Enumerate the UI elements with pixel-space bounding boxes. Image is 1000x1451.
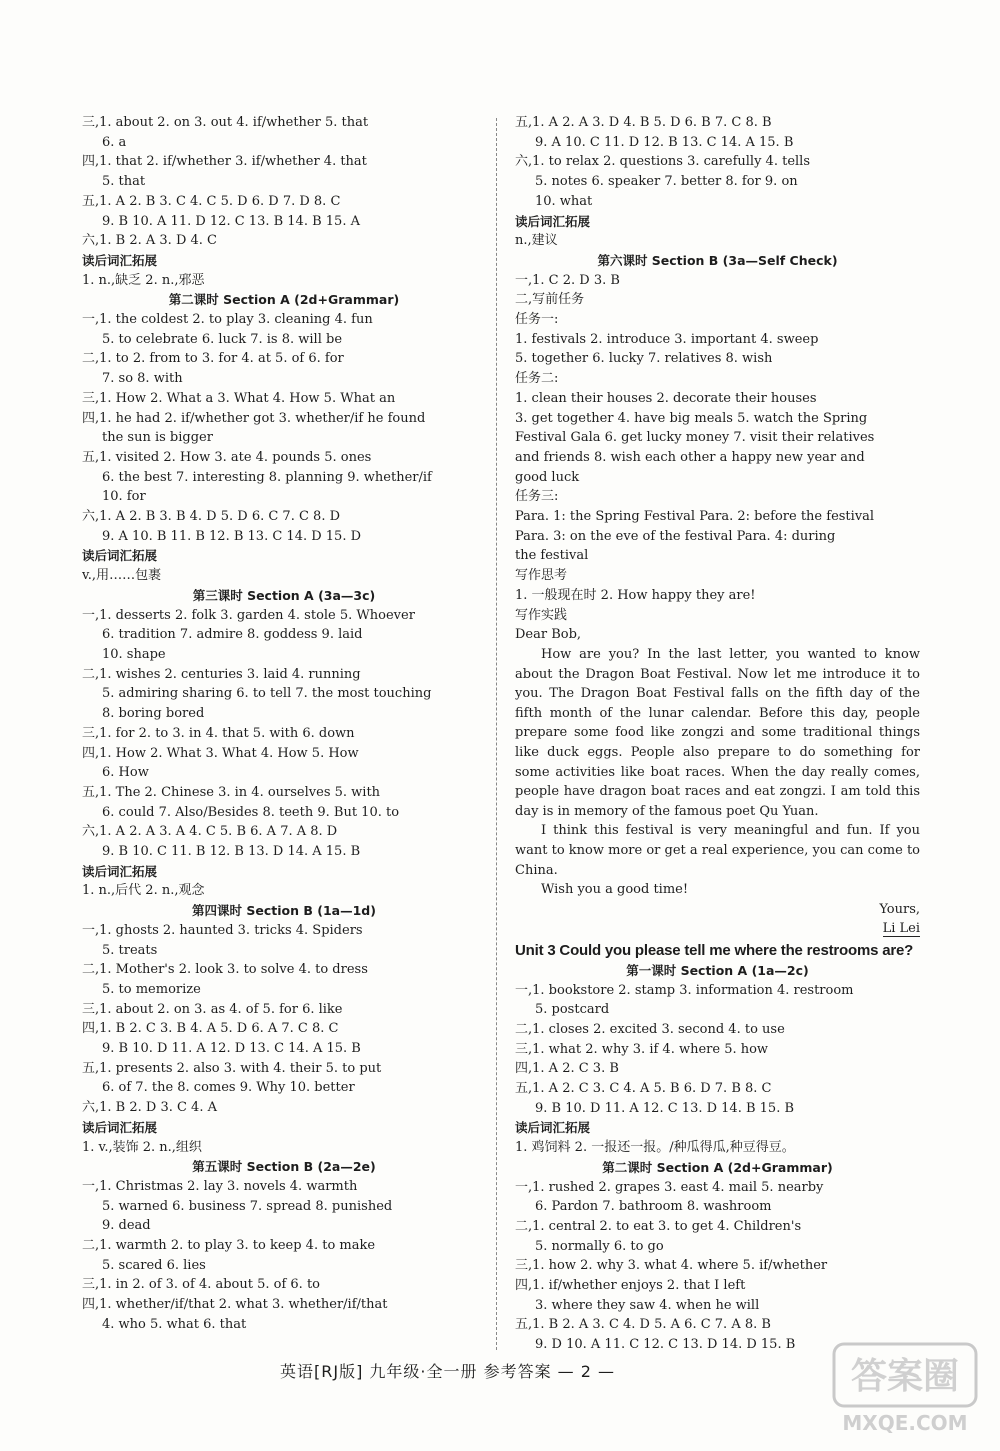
answer-line: 6. How [102, 765, 149, 781]
answer-line: good luck [515, 469, 580, 485]
answer-line: 9. D 10. A 11. C 12. C 13. D 14. D 15. B [535, 1337, 796, 1353]
answer-line: 9. A 10. C 11. D 12. B 13. C 14. A 15. B [535, 134, 794, 150]
answer-line: Para. 3: on the eve of the festival Para. 4: during [515, 528, 836, 544]
answer-line: 6. Pardon 7. bathroom 8. washroom [535, 1199, 772, 1215]
right-column [515, 113, 920, 1355]
answer-line: 二,1. closes 2. excited 3. second 4. to use [515, 1021, 785, 1037]
answer-line: 六,1. A 2. A 3. A 4. C 5. B 6. A 7. A 8. D [82, 824, 338, 840]
answer-line: 6. tradition 7. admire 8. goddess 9. laid [102, 627, 363, 643]
answer-line: 10. what [535, 193, 593, 209]
answer-line: 四,1. he had 2. if/whether got 3. whether/if he found [82, 410, 426, 426]
answer-line: 6. could 7. Also/Besides 8. teeth 9. But 10. to [102, 804, 400, 820]
answer-line: 二,1. wishes 2. centuries 3. laid 4. running [82, 666, 361, 682]
answer-line: 1. v.,装饰 2. n.,组织 [82, 1139, 202, 1155]
answer-line: 一,1. Christmas 2. lay 3. novels 4. warmth [82, 1178, 358, 1194]
answer-line: 五,1. visited 2. How 3. ate 4. pounds 5. ones [82, 449, 372, 465]
answer-line: 10. shape [102, 646, 166, 662]
answer-line: 四,1. B 2. C 3. B 4. A 5. D 6. A 7. C 8. C [82, 1021, 339, 1037]
page-footer: 英语[RJ版] 九年级·全一册 参考答案 — 2 — [280, 1362, 616, 1381]
answer-line: the sun is bigger [102, 430, 213, 446]
letter-greeting: Dear Bob, [515, 627, 582, 643]
answer-line: 一,1. C 2. D 3. B [515, 272, 620, 288]
answer-line: 三,1. about 2. on 3. out 4. if/whether 5. that [82, 115, 369, 130]
answer-line: 5. that [102, 174, 146, 190]
answer-line: 一,1. the coldest 2. to play 3. cleaning 4. fun [82, 312, 373, 328]
watermark-logo-text: 答案圈 [850, 1356, 960, 1397]
answer-line: 1. 鸡饲料 2. 一报还一报。/种瓜得瓜,种豆得豆。 [515, 1140, 795, 1156]
answer-line: 五,1. B 2. A 3. C 4. D 5. A 6. C 7. A 8. B [515, 1317, 771, 1333]
answer-line: 五,1. A 2. B 3. C 4. C 5. D 6. D 7. D 8. C [82, 193, 341, 209]
answer-line: 5. postcard [535, 1002, 610, 1018]
answer-line: Festival Gala 6. get lucky money 7. visit their relatives [515, 430, 875, 446]
answer-line: 四,1. A 2. C 3. B [515, 1061, 619, 1077]
answer-line: 六,1. A 2. B 3. B 4. D 5. D 6. C 7. C 8. D [82, 509, 341, 525]
essay-paragraph: Wish you a good time! [541, 882, 689, 898]
answer-line: 9. B 10. A 11. D 12. C 13. B 14. B 15. A [102, 213, 360, 229]
section-heading: 读后词汇拓展 [82, 252, 158, 268]
lesson-title: 第四课时 Section B (1a—1d) [192, 903, 376, 919]
section-heading: 读后词汇拓展 [515, 1120, 591, 1136]
letter-signature [515, 919, 920, 939]
answer-line: 3. get together 4. have big meals 5. watch the Spring [515, 410, 868, 426]
answer-line: 8. boring bored [102, 706, 205, 722]
answer-line: 6. a [102, 134, 127, 150]
answer-line: 二,1. Mother's 2. look 3. to solve 4. to dress [82, 962, 368, 978]
watermark-url: MXQE.COM [842, 1411, 968, 1435]
answer-line: 三,1. what 2. why 3. if 4. where 5. how [515, 1041, 769, 1057]
answer-line: v.,用……包裹 [82, 568, 162, 584]
answer-line: 四,1. if/whether enjoys 2. that I left [515, 1278, 746, 1294]
answer-line: 3. where they saw 4. when he will [535, 1297, 760, 1313]
answer-line: 四,1. that 2. if/whether 3. if/whether 4. that [82, 154, 367, 170]
answer-line: 9. dead [102, 1218, 151, 1234]
answer-line: 7. so 8. with [102, 371, 183, 387]
lesson-title: 第二课时 Section A (2d+Grammar) [168, 292, 400, 308]
answer-line: the festival [515, 548, 589, 564]
answer-line: 5. notes 6. speaker 7. better 8. for 9. on [535, 174, 798, 190]
answer-line: 9. B 10. D 11. A 12. C 13. D 14. B 15. B [535, 1100, 795, 1116]
answer-line: 1. 一般现在时 2. How happy they are! [515, 587, 756, 603]
column-divider [496, 118, 497, 1350]
answer-line: 三,1. in 2. of 3. of 4. about 5. of 6. to [82, 1277, 320, 1293]
lesson-title: 第三课时 Section A (3a—3c) [192, 587, 376, 603]
section-heading: 读后词汇拓展 [82, 548, 158, 564]
answer-line: 三,1. about 2. on 3. as 4. of 5. for 6. like [82, 1001, 343, 1017]
answer-line: 1. festivals 2. introduce 3. important 4. sweep [515, 331, 819, 347]
answer-line: 二,写前任务 [515, 292, 585, 308]
left-column [82, 113, 486, 1335]
answer-line: 任务一: [515, 312, 559, 328]
section-heading: 读后词汇拓展 [82, 1119, 158, 1135]
answer-line: 五,1. A 2. C 3. C 4. A 5. B 6. D 7. B 8. C [515, 1081, 772, 1097]
answer-line: 六,1. to relax 2. questions 3. carefully 4. tells [515, 154, 811, 170]
answer-line: 5. warned 6. business 7. spread 8. punished [102, 1198, 393, 1214]
answer-line: 二,1. to 2. from to 3. for 4. at 5. of 6. for [82, 351, 344, 367]
answer-line: 三,1. how 2. why 3. what 4. where 5. if/whether [515, 1258, 828, 1274]
answer-line: 5. to celebrate 6. luck 7. is 8. will be [102, 331, 343, 347]
section-heading: 读后词汇拓展 [82, 863, 158, 879]
answer-line: 六,1. B 2. D 3. C 4. A [82, 1100, 217, 1116]
answer-line: 5. scared 6. lies [102, 1257, 206, 1273]
answer-line: 10. for [102, 489, 146, 505]
answer-line: 9. A 10. B 11. B 12. B 13. C 14. D 15. D [102, 528, 362, 544]
answer-line: 5. admiring sharing 6. to tell 7. the most touching [102, 686, 432, 702]
answer-line: 四,1. How 2. What 3. What 4. How 5. How [82, 745, 359, 761]
answer-line: 5. treats [102, 942, 158, 958]
answer-line: 六,1. B 2. A 3. D 4. C [82, 233, 217, 249]
essay-paragraph: How are you? In the last letter, you wanted to know about the Dragon Boat Festival. Now let me introduce it to you. The Dragon Boat Festival falls on the fifth day of the fifth month of the lunar calendar. Before this day, people prepare some food like zongzi and some traditional things like duck eggs. People also prepare to do something for some activities like boat races. When the day really comes, people have dragon boat races and eat zongzi. I am told this day is in memory of the famous poet Qu Yuan. [515, 646, 920, 819]
answer-line: 一,1. rushed 2. grapes 3. east 4. mail 5. nearby [515, 1179, 824, 1195]
answer-line: 二,1. warmth 2. to play 3. to keep 4. to make [82, 1238, 376, 1254]
answer-line: 三,1. for 2. to 3. in 4. that 5. with 6. down [82, 725, 355, 741]
section-heading: 读后词汇拓展 [515, 213, 591, 229]
answer-line: 6. the best 7. interesting 8. planning 9. whether/if [102, 469, 432, 485]
lesson-title: 第五课时 Section B (2a—2e) [192, 1159, 376, 1175]
answer-line: 4. who 5. what 6. that [102, 1316, 247, 1332]
answer-line: 5. normally 6. to go [535, 1238, 664, 1254]
answer-line: 二,1. central 2. to eat 3. to get 4. Children's [515, 1218, 802, 1234]
answer-line: 一,1. desserts 2. folk 3. garden 4. stole 5. Whoever [82, 607, 415, 623]
answer-line: 写作实践 [515, 607, 568, 623]
answer-line: 1. n.,后代 2. n.,观念 [82, 883, 205, 899]
answer-line: 任务二: [515, 371, 559, 387]
lesson-title: 第二课时 Section A (2d+Grammar) [602, 1159, 833, 1175]
unit-title: Unit 3 Could you please tell me where the restrooms are? [515, 942, 914, 960]
answer-line: 5. together 6. lucky 7. relatives 8. wish [515, 351, 773, 367]
answer-line: Para. 1: the Spring Festival Para. 2: before the festival [515, 509, 875, 525]
answer-line: 任务三: [515, 489, 559, 505]
essay-paragraph: I think this festival is very meaningful and fun. If you want to know more or get a real experience, you can come to China. [515, 823, 920, 878]
answer-line: 5. to memorize [102, 981, 201, 997]
answer-line: 五,1. A 2. A 3. D 4. B 5. D 6. B 7. C 8. B [515, 115, 772, 130]
signature-text: Li Lei [882, 921, 920, 937]
answer-line: 五,1. The 2. Chinese 3. in 4. ourselves 5. with [82, 784, 381, 800]
lesson-title: 第一课时 Section A (1a—2c) [626, 962, 809, 978]
answer-line: 一,1. bookstore 2. stamp 3. information 4. restroom [515, 982, 854, 998]
answer-line: 三,1. How 2. What a 3. What 4. How 5. What an [82, 390, 396, 406]
answer-line: 五,1. presents 2. also 3. with 4. their 5. to put [82, 1060, 382, 1076]
answer-line: 6. of 7. the 8. comes 9. Why 10. better [102, 1080, 355, 1096]
answer-line: 四,1. whether/if/that 2. what 3. whether/if/that [82, 1297, 388, 1313]
answer-line: 1. n.,缺乏 2. n.,邪恶 [82, 272, 205, 288]
answer-line: 9. B 10. D 11. A 12. D 13. C 14. A 15. B [102, 1041, 361, 1057]
answer-line: 9. B 10. C 11. B 12. B 13. D 14. A 15. B [102, 844, 361, 860]
watermark-logo [830, 1338, 980, 1438]
lesson-title: 第六课时 Section B (3a—Self Check) [597, 252, 838, 268]
answer-line: n.,建议 [515, 233, 558, 249]
answer-line: 一,1. ghosts 2. haunted 3. tricks 4. Spiders [82, 922, 363, 938]
letter-closing: Yours, [879, 901, 920, 917]
answer-line: 1. clean their houses 2. decorate their houses [515, 390, 817, 406]
answer-line: and friends 8. wish each other a happy new year and [515, 449, 865, 465]
answer-line: 写作思考 [515, 568, 568, 584]
